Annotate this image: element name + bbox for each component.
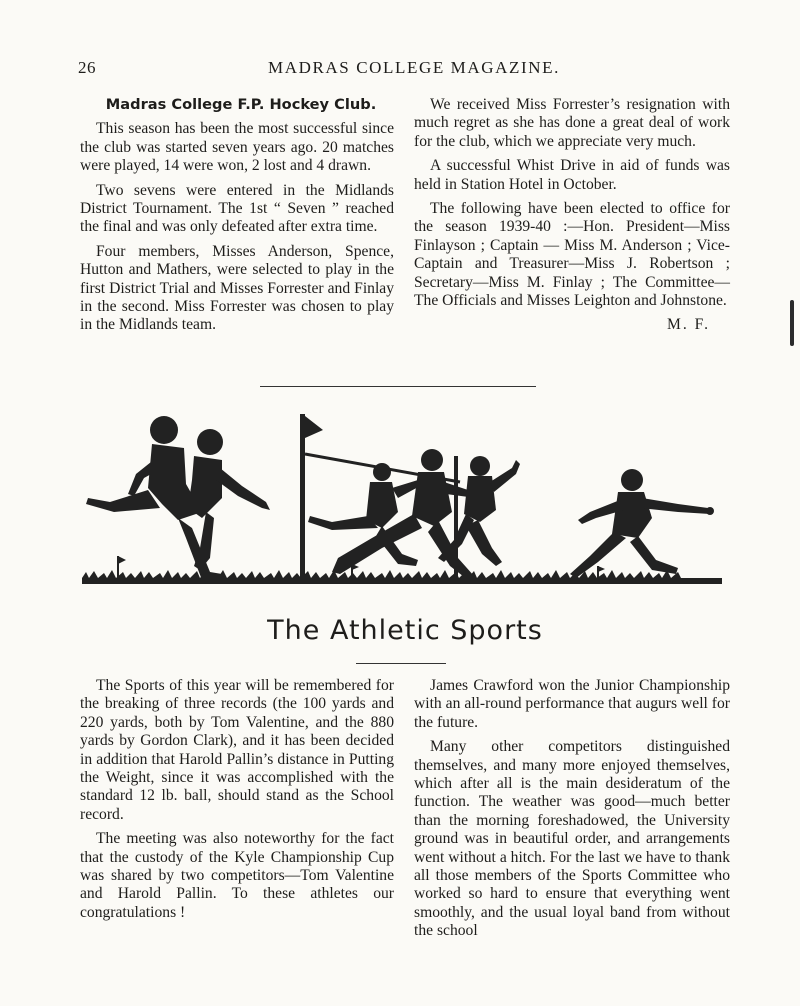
title-rule	[356, 663, 446, 664]
section-divider	[260, 386, 536, 387]
running-head: MADRAS COLLEGE MAGAZINE.	[268, 58, 560, 77]
hockey-paragraph: Four members, Misses Anderson, Spence, Hutton and Mathers, were selected to play in the first District Trial and Misses Forrester and Finlay in the second. Miss Forrester was chosen to play in the Midlands team.	[80, 242, 394, 334]
hockey-column-left	[80, 96, 394, 341]
hockey-column-right	[414, 96, 730, 335]
sports-paragraph: Many other competitors distinguished themselves, and many more enjoyed themselves, which after all is the main desideratum of the function. The weather was good—much better than the morning foreshadowed, the University ground was in beautiful order, and arrangements went without a hitch. For the last we have to thank all those members of the Sports Committee who worked so hard to ensure that everything went smoothly, and the usual loyal band from without the school	[414, 738, 730, 940]
hockey-signature: M. F.	[667, 316, 710, 334]
athletes-running-illustration	[82, 408, 722, 592]
hockey-paragraph: We received Miss Forrester’s resignation with much regret as she has done a great deal of work for the club, which we appreciate very much.	[414, 96, 730, 150]
page-edge-mark	[790, 300, 794, 346]
sports-paragraph: The meeting was also noteworthy for the fact that the custody of the Kyle Championship Cup was shared by two competitors—Tom Valentine and Harold Pallin. To these athletes our congratulations !	[80, 830, 394, 921]
hockey-paragraph: This season has been the most successful since the club was started seven years ago. 20 matches were played, 14 were won, 2 lost and 4 drawn.	[80, 120, 394, 175]
sports-paragraph: James Crawford won the Junior Championship with an all-round performance that augurs well for the future.	[414, 677, 730, 731]
athletic-sports-title: The Athletic Sports	[267, 615, 543, 646]
sports-column-left	[80, 677, 394, 928]
hockey-paragraph: A successful Whist Drive in aid of funds was held in Station Hotel in October.	[414, 157, 730, 193]
sports-column-right	[414, 677, 730, 947]
hockey-paragraph: The following have been elected to office for the season 1939-40 :—Hon. President—Miss Finlayson ; Captain — Miss M. Anderson ; Vice-Captain and Treasurer—Miss J. Robertson ; Secretary—Miss M. Finlay ; The Committee—The Officials and Misses Leighton and Johnstone.	[414, 200, 730, 310]
hockey-heading: Madras College F.P. Hockey Club.	[105, 96, 377, 113]
hockey-paragraph: Two sevens were entered in the Midlands District Tournament. The 1st “ Seven ” reached the final and was only defeated after extra time.	[80, 181, 394, 236]
sports-paragraph: The Sports of this year will be remembered for the breaking of three records (the 100 yards and 220 yards, both by Tom Valentine, and the 880 yards by Gordon Clark), and it has been decided in addition that Harold Pallin’s distance in Putting the Weight, since it was accomplished with the standard 12 lb. ball, should stand as the School record.	[80, 677, 394, 823]
page-number: 26	[78, 58, 96, 77]
